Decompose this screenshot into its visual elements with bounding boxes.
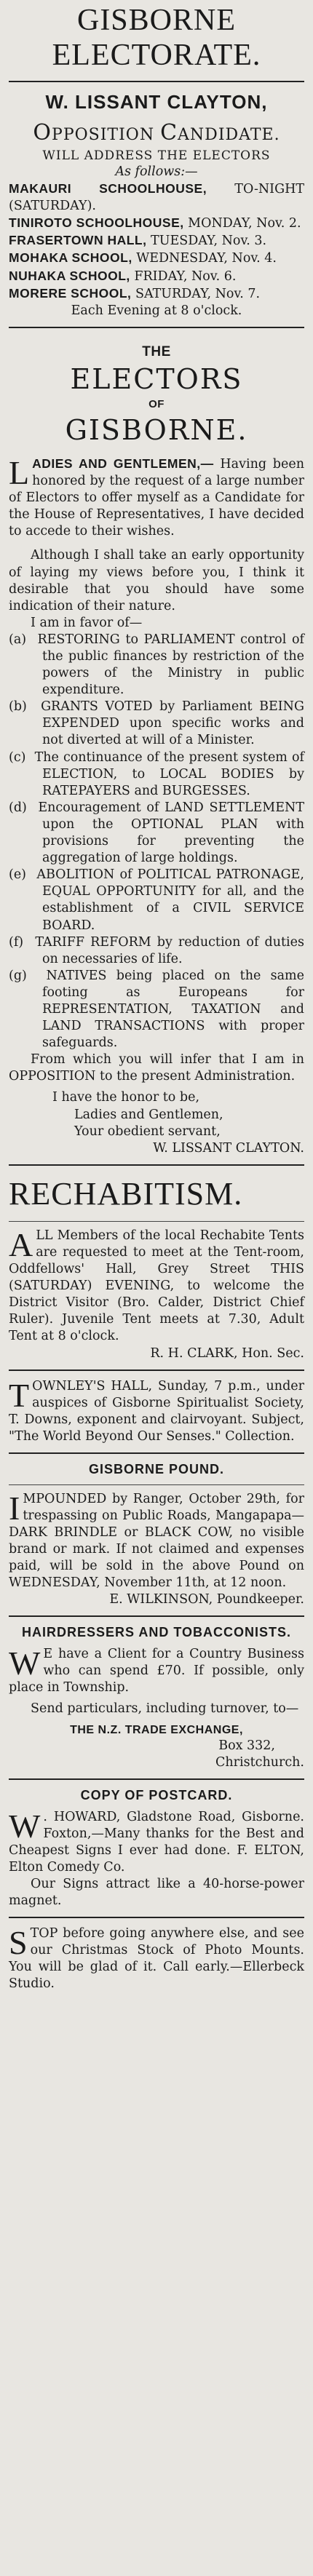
newspaper-column	[6, 0, 307, 1993]
each-evening: Each Evening at 8 o'clock.	[71, 303, 242, 318]
trade-exchange: THE N.Z. TRADE EXCHANGE,	[70, 1723, 243, 1736]
box-number: Box 332,	[218, 1738, 275, 1753]
will-address-line: WILL ADDRESS THE ELECTORS	[42, 148, 271, 163]
policy-item: (d) Encouragement of LAND SETTLEMENT upon the OPTIONAL PLAN with provisions for preventing the aggregation of large holdings.	[9, 800, 304, 866]
divider	[9, 1221, 304, 1222]
pound-body: IMPOUNDED by Ranger, October 29th, for trespassing on Public Roads, Mangapapa—DARK BRINDLE or BLACK COW, no visible brand or mark. If not claimed and expenses paid, will be sold in the above Pound on WEDNESDAY, November 11th, at 12 noon.	[9, 1489, 304, 1591]
rechabitism-body: ALL Members of the local Rechabite Tents are requested to meet at the Tent-room, Oddfellows' Hall, Grey Street THIS (SATURDAY) EVENING, to welcome the District Visitor (Bro. Calder, District Chief Ruler). Juvenile Tent meets at 7.30, Adult Tent at 8 o'clock.	[9, 1225, 304, 1344]
divider	[9, 1917, 304, 1918]
hairdressers-body: W E have a Client for a Country Business who can spend £70. If possible, only place in Township.	[9, 1645, 304, 1696]
ladies-line: Ladies and Gentlemen,	[74, 1107, 223, 1122]
policy-item: (f) TARIFF REFORM by reduction of duties on necessaries of life.	[9, 934, 304, 966]
electorate-title-line1: GISBORNE	[76, 4, 237, 37]
schedule-item: MAKAURI SCHOOLHOUSE, TO-NIGHT (SATURDAY).	[9, 181, 305, 214]
policy-item: (a) RESTORING to PARLIAMENT control of the public finances by restriction of the powers of the Ministry in public expenditure.	[9, 632, 304, 698]
hairdressers-heading: HAIRDRESSERS AND TOBACCONISTS.	[21, 1625, 292, 1640]
policy-item: (b) GRANTS VOTED by Parliament BEING EXPENDED upon specific works and not diverted at will of a Minister.	[9, 699, 304, 748]
policy-list	[9, 632, 304, 1052]
schedule-item: MOHAKA SCHOOL, WEDNESDAY, Nov. 4.	[9, 250, 277, 266]
postcard-body: W . HOWARD, Gladstone Road, Gisborne. Foxton,—Many thanks for the Best and Cheapest Signs I ever had done. F. ELTON, Elton Comedy Co.	[9, 1807, 304, 1875]
electors-opening: LADIES AND GENTLEMEN,— Having been honored by the request of a large number of Electors to offer myself as a Candidate for the House of Representatives, I have decided to accede to their wishes.	[9, 453, 304, 539]
meeting-schedule	[9, 180, 304, 303]
candidate-role: OPPOSITION CANDIDATE.	[33, 119, 280, 146]
townley-notice: TOWNLEY'S HALL, Sunday, 7 p.m., under auspices of Gisborne Spiritualist Society, T. Downs, exponent and clairvoyant. Subject, "The World Beyond Our Senses." Collection.	[9, 1376, 304, 1444]
pound-heading: GISBORNE POUND.	[88, 1462, 225, 1477]
electors-para2: Although I shall take an early opportunity of laying my views before you, I think it desirable that you should have some indication of their nature.	[9, 548, 304, 613]
favor-line: I am in favor of—	[31, 615, 143, 630]
divider	[9, 327, 304, 328]
electors-heading: ELECTORS	[70, 362, 243, 395]
particulars-line: Send particulars, including turnover, to—	[31, 1701, 299, 1717]
divider	[9, 81, 304, 82]
electors-the: THE	[142, 343, 171, 359]
signature: W. LISSANT CLAYTON.	[153, 1140, 304, 1156]
as-follows: As follows:—	[115, 164, 198, 179]
postcard-heading: COPY OF POSTCARD.	[80, 1787, 233, 1802]
divider	[9, 1778, 304, 1780]
policy-item: (c) The continuance of the present system of ELECTION, to LOCAL BODIES by RATEPAYERS and BURGESSES.	[9, 750, 304, 798]
divider	[9, 1484, 304, 1485]
electors-gisborne: GISBORNE.	[65, 413, 248, 446]
pound-signoff: E. WILKINSON, Poundkeeper.	[109, 1592, 304, 1607]
schedule-item: MORERE SCHOOL, SATURDAY, Nov. 7.	[9, 285, 261, 301]
studio-notice: STOP before going anywhere else, and see our Christmas Stock of Photo Mounts. You will be glad of it. Call early.—Ellerbeck Studio.	[9, 1924, 304, 1992]
honor-line: I have the honor to be,	[52, 1090, 200, 1105]
divider	[9, 1452, 304, 1454]
city: Christchurch.	[215, 1754, 304, 1770]
schedule-item: NUHAKA SCHOOL, FRIDAY, Nov. 6.	[9, 268, 237, 284]
electors-of: OF	[148, 398, 165, 411]
divider	[9, 1370, 304, 1371]
infer-line: From which you will infer that I am in OPPOSITION to the present Administration.	[9, 1052, 304, 1084]
rechabitism-signoff: R. H. CLARK, Hon. Sec.	[150, 1345, 304, 1361]
rechabitism-title: RECHABITISM.	[9, 1175, 243, 1212]
divider	[9, 1615, 304, 1617]
candidate-name: W. LISSANT CLAYTON,	[45, 90, 268, 113]
obedient-line: Your obedient servant,	[74, 1124, 221, 1139]
schedule-item: TINIROTO SCHOOLHOUSE, MONDAY, Nov. 2.	[9, 215, 301, 231]
postcard-tail: Our Signs attract like a 40-horse-power magnet.	[9, 1876, 304, 1909]
divider	[9, 1164, 304, 1166]
policy-item: (g) NATIVES being placed on the same footing as Europeans for REPRESENTATION, TAXATION and LAND TRANSACTIONS with proper safeguards.	[9, 968, 304, 1051]
electorate-title-line2: ELECTORATE.	[52, 39, 261, 73]
schedule-item: FRASERTOWN HALL, TUESDAY, Nov. 3.	[9, 233, 267, 249]
policy-item: (e) ABOLITION of POLITICAL PATRONAGE, EQUAL OPPORTUNITY for all, and the establishment of a CIVIL SERVICE BOARD.	[9, 867, 304, 933]
